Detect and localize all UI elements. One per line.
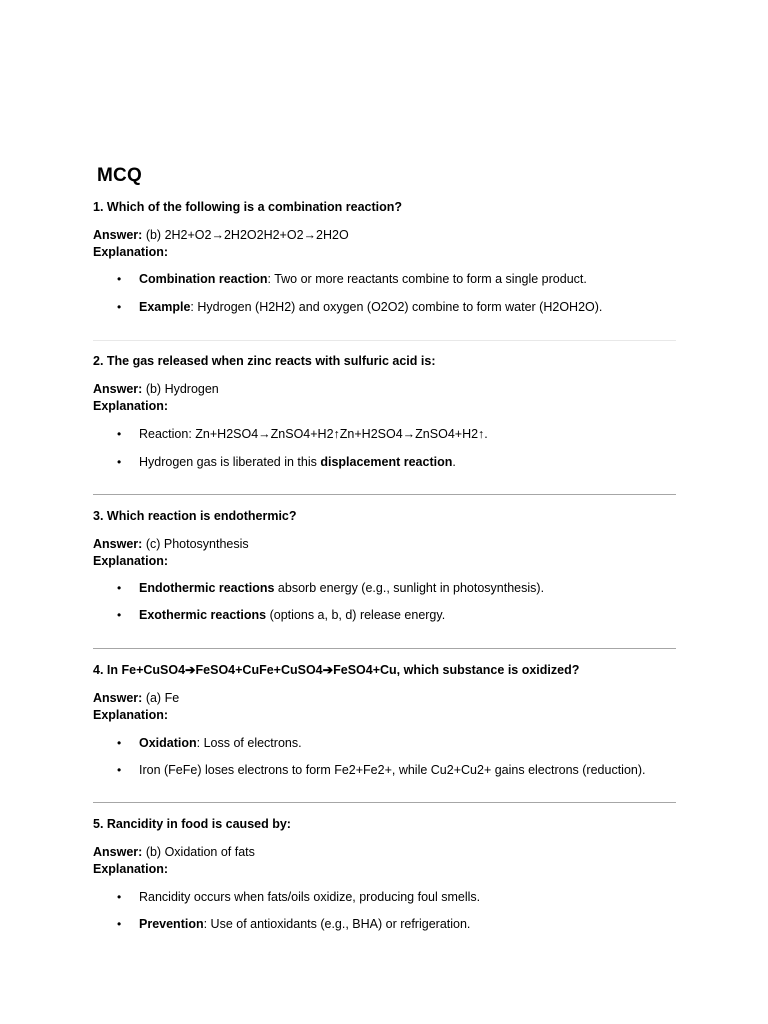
bullet-text: Iron (FeFe) loses electrons to form Fe2+Fe2+, while Cu2+Cu2+ gains electrons (reduction).: [139, 763, 646, 777]
answer-line: [93, 381, 693, 398]
bullet-text: : Two or more reactants combine to form a single product.: [267, 272, 587, 286]
bullet-bold-term: displacement reaction: [320, 455, 453, 469]
answer-line: [93, 536, 693, 553]
bullet-text: : Loss of electrons.: [196, 736, 302, 750]
bullet-bold-term: Exothermic reactions: [139, 608, 267, 622]
bullet-text: Hydrogen gas is liberated in this: [139, 455, 321, 469]
answer-label: Answer:: [93, 228, 143, 242]
list-item: [117, 916, 471, 933]
list-item: [117, 271, 587, 288]
question-text: 4. In Fe+CuSO4➔FeSO4+CuFe+CuSO4➔FeSO4+Cu, which substance is oxidized?: [93, 663, 580, 677]
answer-line: [93, 227, 693, 244]
bullet-icon: •: [117, 427, 122, 441]
bullet-bold-term: Combination reaction: [139, 272, 268, 286]
bullet-text: : Hydrogen (H2H2) and oxygen (O2O2) combine to form water (H2OH2O).: [190, 300, 603, 314]
bullet-bold-term: Endothermic reactions: [139, 581, 275, 595]
list-item: [117, 762, 646, 779]
answer-value: (b) Hydrogen: [145, 382, 219, 396]
bullet-icon: •: [117, 763, 122, 777]
bullet-text: .: [452, 455, 456, 469]
answer-line: [93, 690, 693, 707]
explanation-label: Explanation:: [93, 245, 169, 259]
question-text: 2. The gas released when zinc reacts with sulfuric acid is:: [93, 354, 436, 368]
bullet-text: Rancidity occurs when fats/oils oxidize, producing foul smells.: [139, 890, 481, 904]
bullet-bold-term: Prevention: [139, 917, 204, 931]
divider: [93, 648, 676, 649]
question-text: 3. Which reaction is endothermic?: [93, 509, 297, 523]
list-item: [117, 299, 603, 316]
list-item: [117, 426, 488, 443]
list-item: [117, 454, 456, 471]
answer-label: Answer:: [93, 382, 143, 396]
answer-line: [93, 844, 693, 861]
bullet-text: absorb energy (e.g., sunlight in photosynthesis).: [274, 581, 545, 595]
question-block-2: [93, 353, 693, 469]
list-item: [117, 607, 446, 624]
question-text: 1. Which of the following is a combination reaction?: [93, 200, 403, 214]
divider: [93, 802, 676, 803]
question-block-5: [93, 816, 693, 931]
answer-label: Answer:: [93, 845, 143, 859]
bullet-icon: •: [117, 300, 122, 314]
bullet-icon: •: [117, 890, 122, 904]
bullet-icon: •: [117, 736, 122, 750]
divider: [93, 494, 676, 495]
bullet-icon: •: [117, 455, 122, 469]
bullet-icon: •: [117, 608, 122, 622]
question-block-1: [93, 199, 693, 314]
answer-value: (b) Oxidation of fats: [145, 845, 255, 859]
explanation-label: Explanation:: [93, 399, 169, 413]
answer-label: Answer:: [93, 537, 143, 551]
question-text: 5. Rancidity in food is caused by:: [93, 817, 291, 831]
explanation-label: Explanation:: [93, 554, 169, 568]
question-block-3: [93, 508, 693, 622]
bullet-icon: •: [117, 917, 122, 931]
answer-value: (b) 2H2+O2→2H2O2H2+O2→2H2O: [145, 228, 349, 242]
explanation-label: Explanation:: [93, 708, 169, 722]
bullet-text: : Use of antioxidants (e.g., BHA) or refrigeration.: [203, 917, 471, 931]
bullet-text: Reaction: Zn+H2SO4→ZnSO4+H2↑Zn+H2SO4→ZnSO4+H2↑.: [139, 427, 488, 441]
bullet-bold-term: Example: [139, 300, 191, 314]
bullet-icon: •: [117, 272, 122, 286]
bullet-bold-term: Oxidation: [139, 736, 197, 750]
question-block-4: [93, 662, 693, 777]
answer-value: (a) Fe: [145, 691, 180, 705]
bullet-icon: •: [117, 581, 122, 595]
list-item: [117, 580, 545, 597]
list-item: [117, 735, 302, 752]
bullet-text: (options a, b, d) release energy.: [266, 608, 446, 622]
divider: [93, 340, 676, 341]
answer-label: Answer:: [93, 691, 143, 705]
page-title: MCQ: [97, 165, 142, 186]
list-item: [117, 889, 481, 906]
answer-value: (c) Photosynthesis: [145, 537, 249, 551]
explanation-label: Explanation:: [93, 862, 169, 876]
